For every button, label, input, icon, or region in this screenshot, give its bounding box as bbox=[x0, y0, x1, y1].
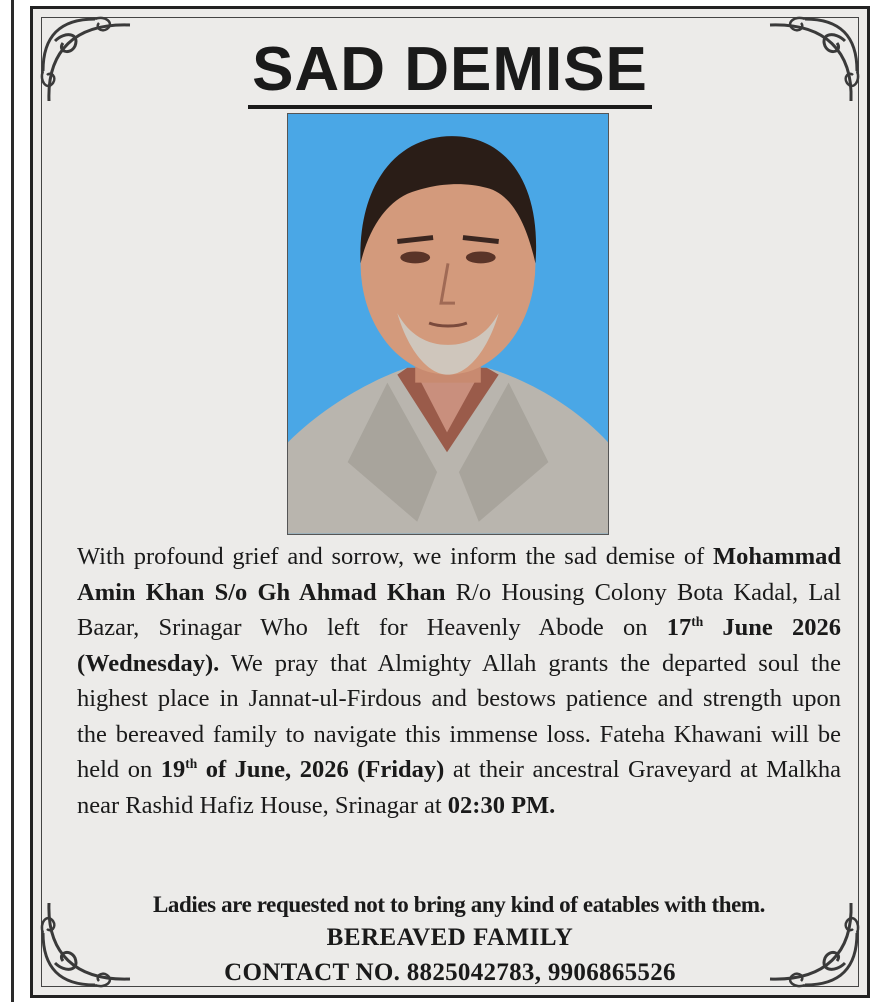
obituary-body bbox=[77, 539, 841, 823]
location-text: at their ancestral Graveyard at Malkha near Rashid Hafiz House, Srinagar at bbox=[77, 756, 841, 819]
title-text: SAD DEMISE bbox=[248, 33, 652, 109]
fateha-date-rest: of June, 2026 (Friday) bbox=[197, 756, 445, 783]
deceased-name: Mohammad Amin Khan S/o Gh Ahmad Khan bbox=[77, 543, 841, 606]
fateha-time: 02:30 PM. bbox=[447, 791, 556, 819]
contact-numbers: CONTACT NO. 8825042783, 9906865526 bbox=[224, 959, 676, 986]
prayer-text: We pray that Almighty Allah grants the departed soul the highest place in Jannat-ul-Firdous and bestows patience and strength upon the bereaved family to navigate this immense loss. Fateha Khawani will be held on bbox=[77, 649, 841, 783]
obituary-frame bbox=[30, 6, 870, 998]
death-date-rest: June 2026 (Wednesday). bbox=[77, 614, 841, 677]
page-edge-rule bbox=[0, 0, 18, 1002]
body-intro: With profound grief and sorrow, we inform the sad demise of bbox=[77, 543, 714, 570]
portrait-photo bbox=[287, 113, 609, 535]
residence-text: R/o Housing Colony Bota Kadal, Lal Bazar, Srinagar Who left for Heavenly Abode on bbox=[77, 578, 841, 641]
page-title bbox=[33, 33, 867, 109]
fateha-day: 19 bbox=[160, 756, 186, 783]
death-day: 17 bbox=[666, 614, 692, 641]
death-day-suffix: th bbox=[691, 613, 704, 629]
fateha-day-suffix: th bbox=[185, 755, 198, 771]
fateha-date bbox=[161, 756, 445, 783]
signature: BEREAVED FAMILY bbox=[326, 924, 574, 951]
portrait-image bbox=[288, 114, 608, 534]
ladies-note: Ladies are requested not to bring any kind of eatables with them. bbox=[152, 892, 766, 917]
